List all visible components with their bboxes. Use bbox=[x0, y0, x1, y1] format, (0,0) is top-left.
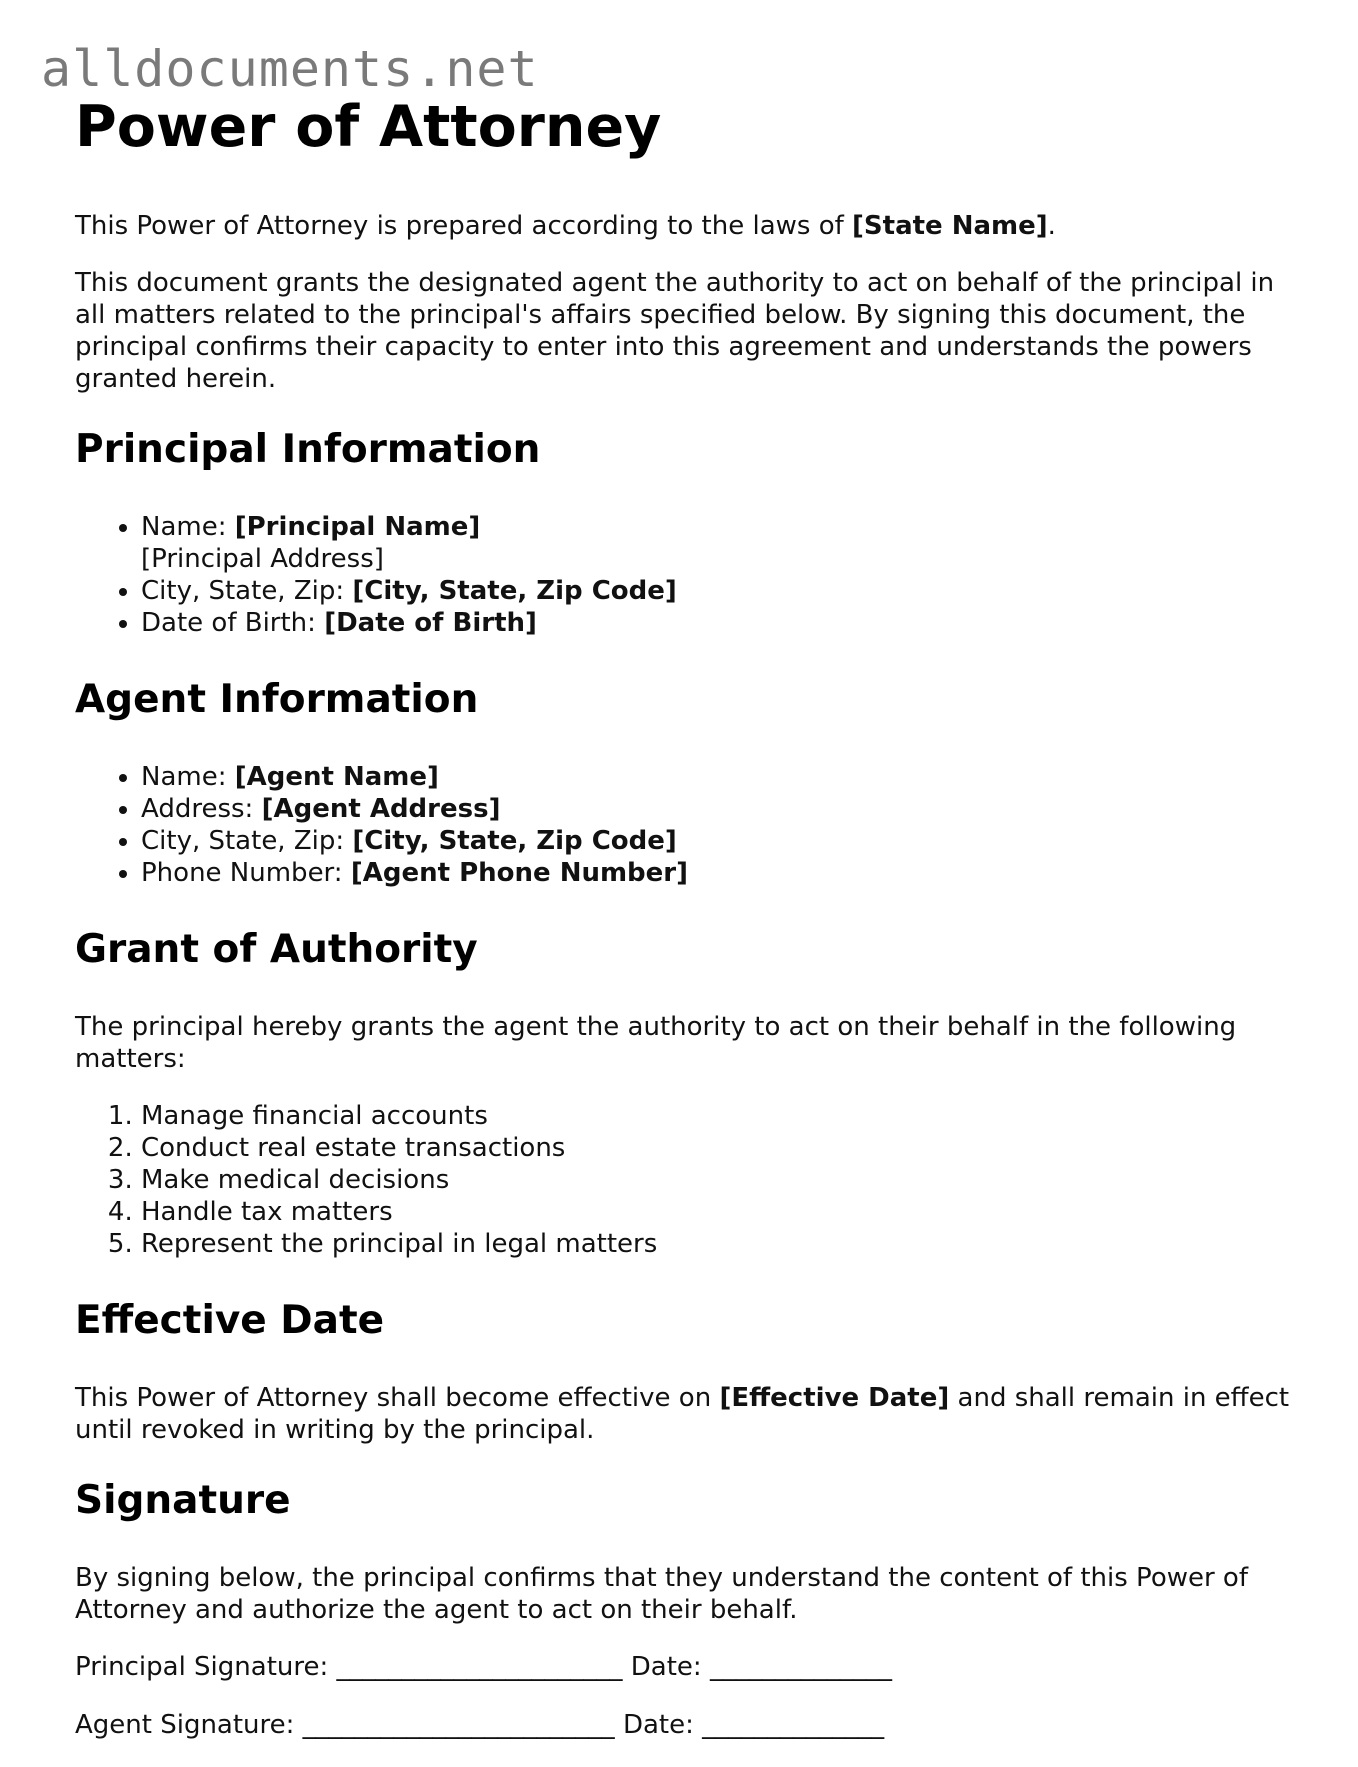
principal-address-field: [Principal Address] bbox=[141, 544, 384, 574]
agent-city-field: [City, State, Zip Code] bbox=[352, 826, 677, 856]
list-item: 4. Handle tax matters bbox=[141, 1196, 1295, 1228]
watermark: alldocuments.net bbox=[41, 40, 539, 98]
agent-list bbox=[75, 761, 1295, 889]
effective-date-field: [Effective Date] bbox=[719, 1383, 950, 1413]
effective-paragraph bbox=[75, 1382, 1295, 1446]
grant-paragraph: The principal hereby grants the agent the authority to act on their behalf in the following matters: bbox=[75, 1012, 1237, 1074]
effective-suffix: and shall remain in effect until revoked in writing by the principal. bbox=[75, 1383, 1290, 1445]
agent-heading: Agent Information bbox=[75, 677, 479, 722]
principal-dob-field: [Date of Birth] bbox=[324, 608, 537, 638]
grant-heading: Grant of Authority bbox=[75, 927, 478, 972]
agent-name-label: Name: bbox=[141, 762, 235, 792]
principal-list bbox=[75, 511, 1295, 639]
agent-signature-line: Agent Signature: ________________________ Date: ______________ bbox=[75, 1710, 885, 1740]
agent-phone-item bbox=[141, 857, 1295, 889]
list-item: 1. Manage financial accounts bbox=[141, 1100, 1295, 1132]
effective-prefix: This Power of Attorney shall become effective on bbox=[75, 1383, 720, 1413]
principal-city-field: [City, State, Zip Code] bbox=[352, 576, 677, 606]
principal-dob-item bbox=[141, 607, 1295, 639]
agent-address-label: Address: bbox=[141, 794, 262, 824]
list-item: 5. Represent the principal in legal matters bbox=[141, 1228, 1295, 1260]
signature-paragraph: By signing below, the principal confirms that they understand the content of this Power of Attorney and authorize the agent to act on their behalf. bbox=[75, 1563, 1248, 1625]
principal-dob-label: Date of Birth: bbox=[141, 608, 325, 638]
laws-prefix: This Power of Attorney is prepared according to the laws of bbox=[75, 211, 853, 241]
page-title: Power of Attorney bbox=[75, 94, 662, 160]
principal-name-item bbox=[141, 511, 1295, 575]
laws-suffix: . bbox=[1047, 211, 1056, 241]
governing-law-paragraph bbox=[75, 210, 1295, 242]
grant-list bbox=[75, 1100, 1295, 1260]
document-body bbox=[75, 92, 1295, 1767]
intro-paragraph: This document grants the designated agent the authority to act on behalf of the principal in all matters related to the principal's affairs specified below. By signing this document, the principal confirms their capacity to enter into this agreement and understands the powers granted herein. bbox=[75, 268, 1275, 394]
agent-phone-label: Phone Number: bbox=[141, 858, 351, 888]
principal-name-field: [Principal Name] bbox=[234, 512, 481, 542]
principal-city-label: City, State, Zip: bbox=[141, 576, 353, 606]
agent-address-field: [Agent Address] bbox=[261, 794, 501, 824]
agent-city-label: City, State, Zip: bbox=[141, 826, 353, 856]
state-name-field: [State Name] bbox=[852, 211, 1048, 241]
effective-heading: Effective Date bbox=[75, 1298, 385, 1343]
agent-city-item bbox=[141, 825, 1295, 857]
agent-address-item bbox=[141, 793, 1295, 825]
signature-heading: Signature bbox=[75, 1478, 291, 1523]
principal-signature-line: Principal Signature: ______________________ Date: ______________ bbox=[75, 1652, 892, 1682]
agent-name-item bbox=[141, 761, 1295, 793]
agent-name-field: [Agent Name] bbox=[234, 762, 439, 792]
list-item: 3. Make medical decisions bbox=[141, 1164, 1295, 1196]
list-item: 2. Conduct real estate transactions bbox=[141, 1132, 1295, 1164]
principal-heading: Principal Information bbox=[75, 427, 541, 472]
principal-city-item bbox=[141, 575, 1295, 607]
principal-name-label: Name: bbox=[141, 512, 235, 542]
agent-phone-field: [Agent Phone Number] bbox=[350, 858, 689, 888]
